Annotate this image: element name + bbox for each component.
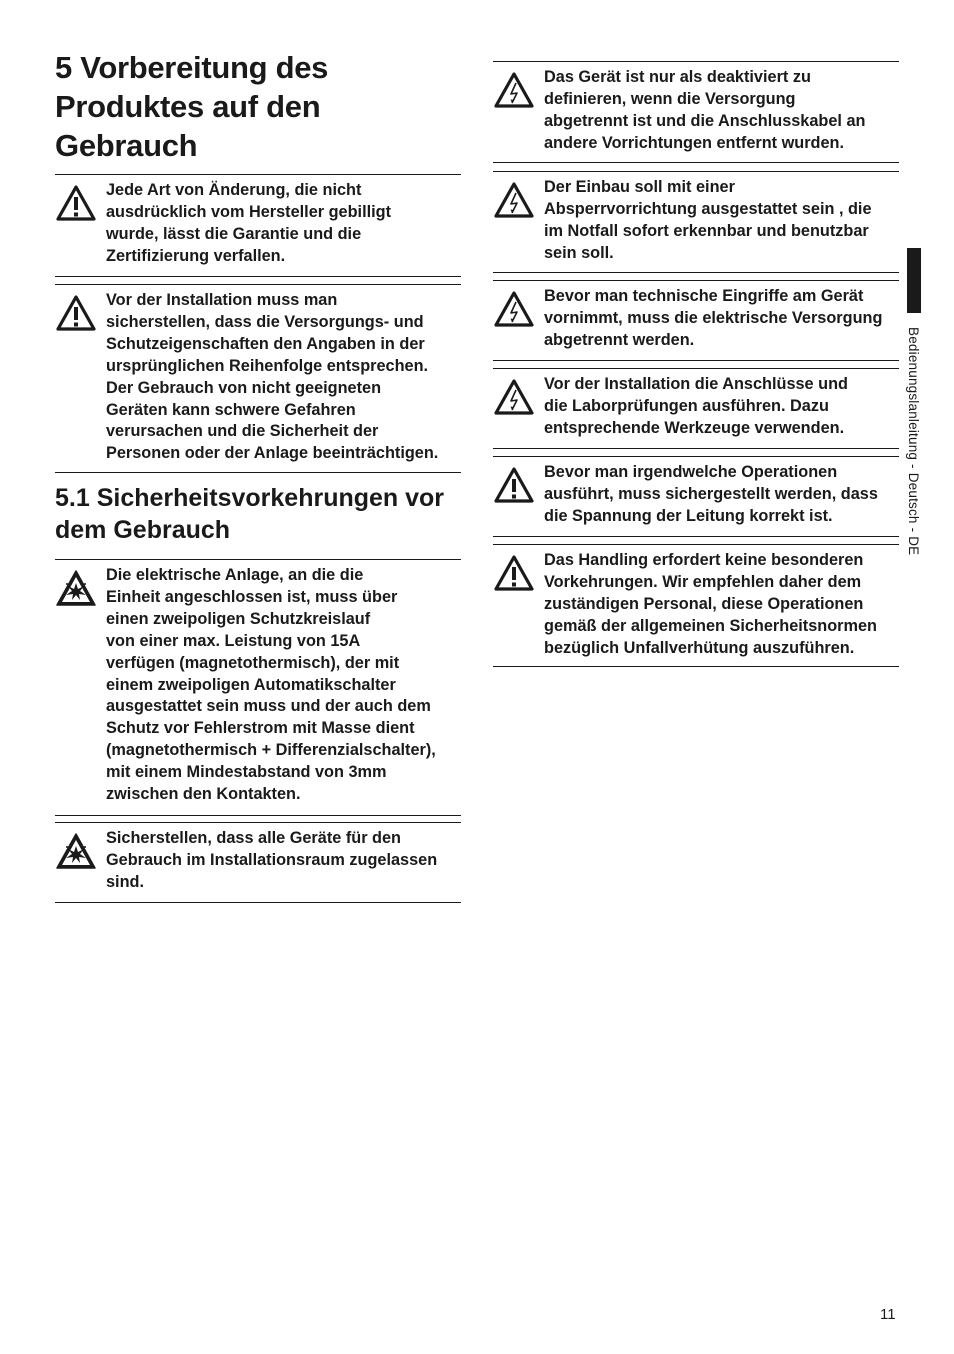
- notice-text: Das Handling erfordert keine besonderen Vorkehrungen. Wir empfehlen daher dem zuständigen Personal, diese Operationen gemäß der allgemeinen Sicherheitsnormen bezüglich Unfallverhütung auszuführen.: [544, 551, 877, 657]
- section-title: 5.1 Sicherheitsvorkehrungen vor dem Gebrauch: [55, 484, 445, 544]
- divider: [493, 544, 899, 545]
- warning-icon: [55, 294, 97, 332]
- divider: [55, 276, 461, 277]
- divider: [55, 284, 461, 285]
- divider: [55, 472, 461, 473]
- notice-device-deactivated: [493, 61, 899, 165]
- notice-text: Sicherstellen, dass alle Geräte für den Gebrauch im Installationsraum zugelassen sind.: [106, 829, 438, 891]
- side-label: Bedienungslanleitung - Deutsch - DE: [906, 327, 921, 556]
- notice-line-voltage: [493, 456, 899, 538]
- notice-text: Bevor man technische Eingriffe am Gerät vornimmt, muss die elektrische Versorgung abgetrennt werden.: [544, 287, 883, 349]
- divider: [493, 171, 899, 172]
- divider: [493, 448, 899, 449]
- notice-shutoff-device: [493, 171, 899, 275]
- notice-electrical-installation: [55, 559, 461, 817]
- electrical-hazard-icon: [493, 71, 535, 109]
- divider: [493, 162, 899, 163]
- page-title: 5 Vorbereitung des Produktes auf den Gebrauch: [55, 50, 329, 163]
- divider: [493, 61, 899, 62]
- divider: [493, 280, 899, 281]
- notice-text: Vor der Installation die Anschlüsse und die Laborprüfungen ausführen. Dazu entsprechende Werkzeuge verwenden.: [544, 375, 848, 437]
- divider: [55, 822, 461, 823]
- notice-text: Das Gerät ist nur als deaktiviert zu definieren, wenn die Versorgung abgetrennt ist und die Anschlusskabel an andere Vorrichtungen entfernt wurden.: [544, 68, 866, 152]
- warning-icon: [493, 466, 535, 504]
- explosion-hazard-icon: [55, 569, 97, 607]
- notice-text: Die elektrische Anlage, an die die Einheit angeschlossen ist, muss über einen zweipoligen Schutzkreislauf von einer max. Leistung von 15A verfügen (magnetothermisch), der mit einem zweipoligen Automatikschalter ausgestattet sein muss und der auch dem Schutz vor Fehlerstrom mit Masse dient (magnetothermisch + Differenzialschalter), mit einem Mindestabstand von 3mm zwischen den Kontakten.: [106, 566, 436, 804]
- warning-icon: [493, 554, 535, 592]
- electrical-hazard-icon: [493, 290, 535, 328]
- notice-handling: [493, 544, 899, 670]
- notice-disconnect-power: [493, 280, 899, 362]
- section-tab-marker: [907, 248, 921, 313]
- divider: [55, 559, 461, 560]
- notice-text: Bevor man irgendwelche Operationen ausführt, muss sichergestellt werden, dass die Spannung der Leitung korrekt ist.: [544, 463, 878, 525]
- divider: [493, 666, 899, 667]
- notice-modification-warranty: [55, 174, 461, 278]
- warning-icon: [55, 184, 97, 222]
- notice-installation-check: [55, 284, 461, 474]
- notice-lab-tests: [493, 368, 899, 450]
- divider: [55, 815, 461, 816]
- divider: [55, 174, 461, 175]
- divider: [493, 272, 899, 273]
- notice-text: Vor der Installation muss man sicherstellen, dass die Versorgungs- und Schutzeigenschaften den Angaben in der ursprünglichen Reihenfolge entsprechen. Der Gebrauch von nicht geeigneten Geräten kann schwere Gefahren verursachen und die Sicherheit der Personen oder der Anlage beeinträchtigen.: [106, 291, 439, 463]
- explosion-hazard-icon: [55, 832, 97, 870]
- notice-approved-devices: [55, 822, 461, 904]
- divider: [493, 360, 899, 361]
- divider: [493, 536, 899, 537]
- divider: [55, 902, 461, 903]
- divider: [493, 456, 899, 457]
- page-number: 11: [880, 1306, 896, 1323]
- divider: [493, 368, 899, 369]
- electrical-hazard-icon: [493, 378, 535, 416]
- notice-text: Jede Art von Änderung, die nicht ausdrücklich vom Hersteller gebilligt wurde, lässt die Garantie und die Zertifizierung verfallen.: [106, 181, 392, 265]
- electrical-hazard-icon: [493, 181, 535, 219]
- notice-text: Der Einbau soll mit einer Absperrvorrichtung ausgestattet sein , die im Notfall sofort erkennbar und benutzbar sein soll.: [544, 178, 872, 262]
